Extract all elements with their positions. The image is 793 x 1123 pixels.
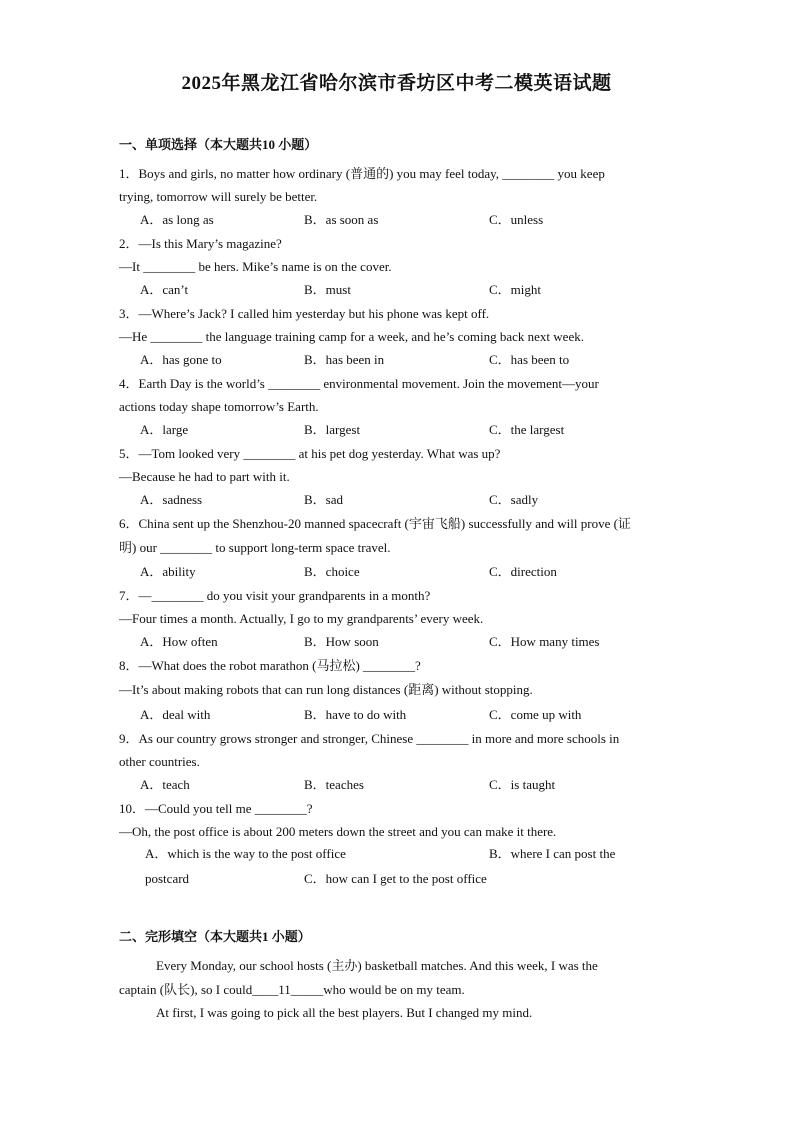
question-1-text: 1．Boys and girls, no matter how ordinary (普通的) you may feel today, ________ you keep — [119, 166, 605, 181]
question-9-text: 9．As our country grows stronger and stronger, Chinese ________ in more and more schools in — [119, 731, 620, 746]
question-3-option-a[interactable]: A．has gone to — [140, 352, 222, 367]
question-7-option-c[interactable]: C．How many times — [489, 634, 600, 649]
question-6-text-cont: 明) our ________ to support long-term space travel. — [119, 540, 391, 555]
question-6-text: 6．China sent up the Shenzhou-20 manned spacecraft (宇宙飞船) successfully and will prove (证 — [119, 516, 631, 531]
question-7-option-a[interactable]: A．How often — [140, 634, 218, 649]
question-1-option-b[interactable]: B．as soon as — [304, 212, 379, 227]
question-3-text: 3．—Where’s Jack? I called him yesterday but his phone was kept off. — [119, 306, 490, 321]
question-4-option-a[interactable]: A．large — [140, 422, 189, 437]
question-4-option-b[interactable]: B．largest — [304, 422, 361, 437]
question-5-text: 5．—Tom looked very ________ at his pet dog yesterday. What was up? — [119, 446, 501, 461]
question-5-option-c[interactable]: C．sadly — [489, 492, 539, 507]
question-9-text-cont: other countries. — [119, 754, 200, 769]
question-1-option-c[interactable]: C．unless — [489, 212, 544, 227]
question-2-option-a[interactable]: A．can’t — [140, 282, 189, 297]
passage-line: Every Monday, our school hosts (主办) basketball matches. And this week, I was the — [156, 958, 598, 973]
question-4-option-c[interactable]: C．the largest — [489, 422, 565, 437]
question-3-option-b[interactable]: B．has been in — [304, 352, 385, 367]
question-8-option-b[interactable]: B．have to do with — [304, 707, 407, 722]
question-9-option-a[interactable]: A．teach — [140, 777, 190, 792]
question-7-text-cont: —Four times a month. Actually, I go to my grandparents’ every week. — [119, 611, 484, 626]
question-4-text-cont: actions today shape tomorrow’s Earth. — [119, 399, 319, 414]
question-2-text-cont: —It ________ be hers. Mike’s name is on the cover. — [119, 259, 392, 274]
question-2-option-b[interactable]: B．must — [304, 282, 351, 297]
section-heading-multiple-choice: 一、单项选择（本大题共10 小题） — [119, 137, 318, 152]
passage-line: At first, I was going to pick all the best players. But I changed my mind. — [156, 1005, 533, 1020]
question-8-text: 8．—What does the robot marathon (马拉松) ________? — [119, 658, 421, 673]
section-heading-cloze: 二、完形填空（本大题共1 小题） — [119, 929, 311, 944]
question-5-text-cont: —Because he had to part with it. — [119, 469, 290, 484]
question-1-text-cont: trying, tomorrow will surely be better. — [119, 189, 318, 204]
question-1-option-a[interactable]: A．as long as — [140, 212, 214, 227]
question-6-option-b[interactable]: B．choice — [304, 564, 360, 579]
question-10-option-b-cont[interactable]: postcard — [145, 871, 190, 886]
question-5-option-b[interactable]: B．sad — [304, 492, 344, 507]
question-7-option-b[interactable]: B．How soon — [304, 634, 379, 649]
question-10-option-b[interactable]: B．where I can post the — [489, 846, 616, 861]
question-9-option-c[interactable]: C．is taught — [489, 777, 556, 792]
question-6-option-c[interactable]: C．direction — [489, 564, 557, 579]
question-8-text-cont: —It’s about making robots that can run long distances (距离) without stopping. — [119, 682, 533, 697]
passage-line: captain (队长), so I could____11_____who would be on my team. — [119, 982, 465, 997]
question-8-option-a[interactable]: A．deal with — [140, 707, 211, 722]
question-2-text: 2．—Is this Mary’s magazine? — [119, 236, 282, 251]
question-6-option-a[interactable]: A．ability — [140, 564, 196, 579]
question-10-option-c[interactable]: C．how can I get to the post office — [304, 871, 487, 886]
question-3-option-c[interactable]: C．has been to — [489, 352, 570, 367]
question-8-option-c[interactable]: C．come up with — [489, 707, 582, 722]
question-10-option-a[interactable]: A．which is the way to the post office — [145, 846, 346, 861]
page-title: 2025年黑龙江省哈尔滨市香坊区中考二模英语试题 — [181, 73, 612, 94]
question-5-option-a[interactable]: A．sadness — [140, 492, 203, 507]
question-4-text: 4．Earth Day is the world’s ________ environmental movement. Join the movement—your — [119, 376, 599, 391]
question-10-text: 10．—Could you tell me ________? — [119, 801, 313, 816]
question-10-text-cont: —Oh, the post office is about 200 meters down the street and you can make it there. — [119, 824, 557, 839]
question-2-option-c[interactable]: C．might — [489, 282, 542, 297]
question-7-text: 7．—________ do you visit your grandparents in a month? — [119, 588, 431, 603]
question-9-option-b[interactable]: B．teaches — [304, 777, 364, 792]
question-3-text-cont: —He ________ the language training camp for a week, and he’s coming back next week. — [119, 329, 584, 344]
